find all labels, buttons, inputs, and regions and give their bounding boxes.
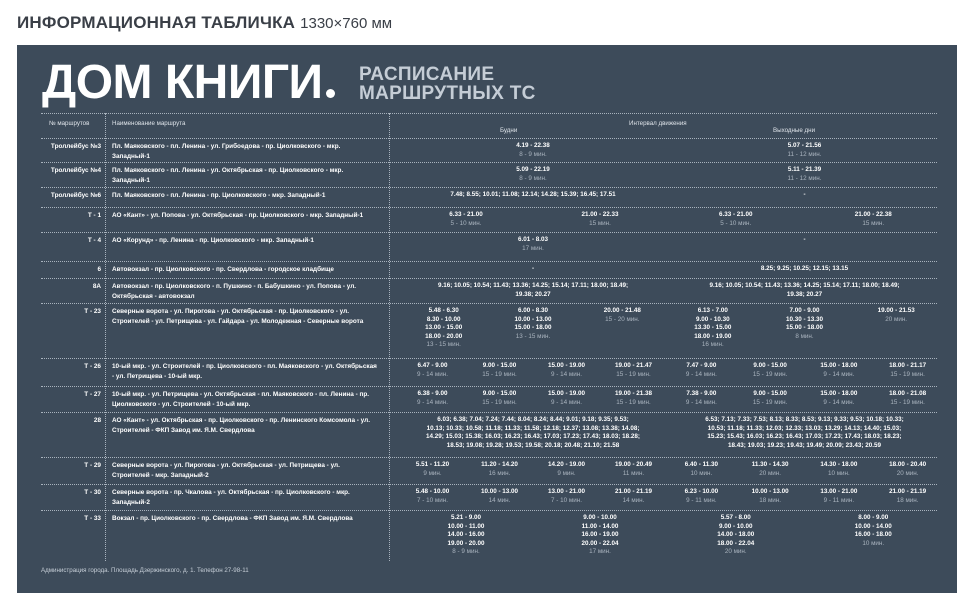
interval-note: 10 мин. [862,539,885,547]
time-range: 9.00 - 10.00 [718,522,753,530]
route-name: Северные ворота - ул. Пирогова - ул. Октябрьская - ул. Петрищева - ул. Строителей - мкр. Западный-2 [112,462,340,479]
interval-note: 15 - 19 мин. [890,398,925,406]
row-divider [41,358,937,359]
interval-note: 15 - 19 мин. [752,398,788,406]
time-range: 11.00 - 14.00 [581,522,619,530]
time-range: 5.09 - 22.19 [516,166,550,173]
time-range: 15.00 - 19.00 [547,362,586,369]
time-range: 10.00 - 14.00 [854,522,892,530]
time-range: 10.00 - 13.00 [514,315,552,323]
header-interval: Интервал движения [629,120,687,127]
time-range: 6.33 - 21.00 [718,211,753,218]
interval-note: 15 - 19 мин. [616,370,651,378]
row-divider [41,138,937,139]
time-range: 9.16; 10.05; 10.54; 11.43; 13.36; 14.25; 15.14; 17.11; 18.00; 18.49; [709,282,900,289]
time-range: 6.13 - 7.00 [697,307,728,314]
time-range: 14.00 - 16.00 [447,531,485,539]
route-name: Северные ворота - пр. Чкалова - ул. Октябрьская - пр. Циолковского - мкр. Западный-2 [112,489,350,506]
time-range: 5.48 - 10.00 [415,488,450,495]
time-range: 10.00 - 11.00 [447,522,485,530]
row-divider [41,232,937,233]
time-range: 11.20 - 14.20 [481,461,518,468]
time-range: 4.19 - 22.38 [516,142,550,149]
time-range: 6.38 - 9.00 [417,390,448,397]
table-row [17,416,957,461]
schedule-cell-weekday [413,191,653,200]
time-range: - [803,236,806,243]
interval-note: 8 - 9 мин. [452,548,480,556]
time-range: 7.00 - 9.00 [789,307,820,314]
time-range: 18.00 - 21.08 [889,390,927,397]
schedule-cell-weekend [753,514,957,548]
time-range: 5.07 - 21.56 [787,142,822,149]
time-range: 9.00 - 15.00 [753,390,787,397]
route-name: Вокзал - пр. Циолковского - пр. Свердлова - ФКП Завод им. Я.М. Свердлова [112,515,353,522]
header-route-name: Наименование маршрута [112,120,186,127]
time-range: 6.03; 6.38; 7.04; 7.24; 7.44; 8.04; 8.24; 8.44; 9.01; 9.18; 9.35; 9.53; [437,416,629,423]
time-range: 21.00 - 21.19 [614,488,653,495]
caption-size: 1330×760 мм [300,15,393,32]
time-range: 21.00 - 21.19 [889,488,927,495]
row-divider [41,412,937,413]
table-row [17,265,957,282]
time-range: 5.11 - 21.39 [787,166,822,173]
brand-dot [326,89,335,98]
schedule-cell-weekend [685,265,925,274]
time-range: 7.48; 8.55; 10.01; 11.08; 12.14; 14.28; 15.39; 16.45; 17.51 [450,191,616,198]
page-caption [17,13,392,33]
time-range: 19.00 - 21.53 [877,307,915,314]
interval-note: 18 мин. [896,496,919,504]
time-range: 6.33 - 21.00 [449,211,483,218]
time-range: 10.00 - 13.00 [480,488,519,495]
time-range: 16.00 - 18.00 [854,531,892,539]
schedule-cell-weekend [788,362,957,379]
time-range: 14.20 - 19.00 [547,461,586,468]
brand-name: ДОМ КНИГИ [42,56,323,109]
schedule-cell-weekend [685,282,925,299]
time-range: 9.16; 10.05; 10.54; 11.43; 13.36; 14.25; 15.14; 17.11; 18.00; 18.49; [437,282,629,289]
interval-note: 15 мин. [862,219,885,227]
route-number: Т - 1 [87,212,101,219]
time-range: 15.00 - 19.00 [547,390,586,397]
time-range: 18.00 - 20.40 [889,461,927,468]
time-range: 20.00 - 22.04 [581,539,619,547]
time-range: - [803,191,806,198]
interval-note: 5 - 10 мин. [720,219,752,227]
time-range: 6.47 - 9.00 [417,362,448,369]
interval-note: 8 мин. [795,332,814,340]
schedule-cell-weekend [685,166,925,183]
time-range: 15.00 - 18.00 [785,324,824,332]
interval-note: 11 мин. [622,469,645,477]
time-range: 20.00 - 21.48 [603,307,641,314]
interval-note: 9 - 14 мин. [417,398,448,406]
time-range: 6.53; 7.13; 7.33; 7.53; 8.13; 8.33; 8.53; 9.13; 9.33; 9.53; 10.18; 10.33; [705,416,904,423]
time-range: 6.23 - 10.00 [684,488,719,495]
interval-note: 5 - 10 мин. [450,219,482,227]
schedule-cell-weekday [413,265,653,274]
time-range: 16.00 - 19.00 [581,531,619,539]
time-range: 6.01 - 8.03 [517,236,549,243]
subtitle-line-1: РАСПИСАНИЕ [359,64,495,85]
time-range: 10.00 - 13.00 [751,488,789,495]
time-range: 19.00 - 21.47 [614,362,653,369]
interval-note: 9 - 14 мин. [685,398,717,406]
interval-note: 20 мин. [724,548,747,556]
time-range: 19.38; 20.27 [786,290,823,298]
time-range: 8.30 - 10.00 [426,315,461,323]
schedule-cell-weekend [685,191,925,200]
time-range: 9.00 - 10.00 [583,514,617,521]
route-number: Т - 27 [84,391,101,398]
time-range: 8.00 - 9.00 [858,514,889,521]
time-range: 19.00 - 21.38 [614,390,653,397]
interval-note: 9 - 14 мин. [823,370,855,378]
footer-contacts: Администрация города. Площадь Дзержинского, д. 1. Телефон 27-98-11 [41,567,249,574]
route-number: Т - 30 [84,489,101,496]
time-range: 19.00 - 20.49 [614,461,653,468]
interval-note: 18 мин. [759,496,782,504]
time-range: 18.43; 19.03; 19.23; 19.43; 19.49; 20.09; 23.43; 20.59 [728,441,881,449]
route-number: Троллейбус №4 [50,167,101,174]
interval-note: 9 - 14 мин. [417,370,448,378]
table-row [17,191,957,211]
route-number: Т - 33 [84,515,101,522]
time-range: 18.00 - 19.00 [694,332,732,340]
time-range: 9.00 - 15.00 [753,362,787,369]
interval-note: 15 - 19 мин. [890,370,925,378]
time-range: 14.30 - 18.00 [820,461,858,468]
route-number: 28 [93,417,101,424]
route-name: Пл. Маяковского - пл. Ленина - ул. Грибоедова - пр. Циолковского - мкр. Западный-1 [112,143,341,160]
route-name: АО «Корунд» - пр. Ленина - пр. Циолковского - мкр. Западный-1 [112,237,314,244]
time-range: 14.29; 15.03; 15.38; 16.03; 16.23; 16.43; 17.03; 17.23; 17.43; 18.03; 18.28; [426,433,640,441]
caption-title: ИНФОРМАЦИОННАЯ ТАБЛИЧКА [17,13,296,32]
route-name: Северные ворота - ул. Пирогова - ул. Октябрьская - пр. Циолковского - ул. Строителей - ул. Петрищева - ул. Гайдара - ул. Молодежная - Северные ворота [112,308,364,325]
interval-note: 11 - 12 мин. [787,150,822,158]
row-divider [41,457,937,458]
subtitle-line-2: МАРШРУТНЫХ ТС [359,83,536,104]
interval-note: 8 - 9 мин. [519,150,547,158]
route-name: 10-ый мкр. - ул. Строителей - пр. Циолковского - пл. Маяковского - ул. Октябрьская - ул. Петрищева - 10-ый мкр. [112,363,377,380]
interval-note: 14 мин. [488,496,511,504]
schedule-cell-weekend [788,390,957,407]
time-range: 18.00 - 20.00 [425,332,463,340]
route-number: Троллейбус №3 [50,143,101,150]
interval-note: 10 мин. [827,469,850,477]
schedule-cell-weekend [753,211,957,228]
header-weekdays: Будни [500,127,518,134]
route-name: Пл. Маяковского - пл. Ленина - ул. Октябрьская - пр. Циолковского - мкр. Западный-1 [112,167,344,184]
interval-note: 9 мин. [423,469,442,477]
route-name: Автовокзал - пр. Циолковского - п. Пушкино - п. Бабушкино - ул. Попова - ул. Октябрьская - автовокзал [112,283,357,300]
time-range: 7.47 - 9.00 [686,362,717,369]
route-number: Т - 29 [84,462,101,469]
row-divider [41,261,937,262]
interval-note: 13 - 15 мин. [515,332,551,340]
header-top-rule [41,113,937,114]
time-range: 10.53; 11.18; 11.33; 12.03; 12.33; 13.03; 13.29; 14.13; 14.40; 15.03; [707,424,902,432]
header-weekends: Выходные дни [773,127,816,134]
interval-note: 15 - 20 мин. [605,315,640,323]
time-range: 21.00 - 22.33 [581,211,619,218]
time-range: 19.38; 20.27 [515,290,551,298]
row-divider [41,484,937,485]
time-range: 21.00 - 22.38 [854,211,892,218]
route-number: Т - 4 [87,237,101,244]
route-number: 8А [92,283,101,290]
schedule-subtitle [359,65,536,103]
interval-note: 8 - 9 мин. [519,174,547,182]
interval-note: 11 - 12 мин. [787,174,822,182]
interval-note: 15 - 19 мин. [482,370,517,378]
time-range: 5.48 - 6.30 [428,307,459,314]
route-number: 6 [97,266,101,273]
interval-note: 15 мин. [589,219,611,227]
interval-note: 20 мин. [896,469,919,477]
time-range: 8.25; 9.25; 10.25; 12.15; 13.15 [760,265,849,272]
brand-logo [42,55,335,111]
interval-note: 7 - 10 мин. [417,496,448,504]
interval-note: 9 - 14 мин. [551,370,582,378]
interval-note: 16 мин. [488,469,511,477]
interval-note: 16 мин. [701,341,724,349]
interval-note: 15 - 19 мин. [616,398,651,406]
schedule-cell-weekend [685,416,925,450]
schedule-sign [17,45,957,593]
time-range: 13.30 - 15.00 [694,324,732,332]
interval-note: 14 мин. [622,496,645,504]
time-range: 18.00 - 21.17 [889,362,927,369]
interval-note: 9 - 11 мин. [686,496,717,504]
route-name: 10-ый мкр. - ул. Петрищева - ул. Октябрьская - пл. Маяковского - пл. Ленина - пр. Циолковского - ул. Строителей - 10-ый мкр. [112,391,370,408]
route-name: Автовокзал - пр. Циолковского - пр. Свердлова - городское кладбище [112,266,334,273]
time-range: 15.23; 15.43; 16.03; 16.23; 16.43; 17.03; 17.23; 17.43; 18.03; 18.23; [707,433,902,441]
time-range: 18.00 - 22.04 [717,539,755,547]
schedule-cell-weekend [776,307,957,324]
time-range: 14.00 - 18.00 [717,531,755,539]
time-range: 19.00 - 20.00 [447,539,485,547]
time-range: 5.51 - 11.20 [415,461,450,468]
time-range: 15.00 - 18.00 [514,324,552,332]
time-range: 6.00 - 8.30 [517,307,549,314]
interval-note: 17 мин. [522,244,544,252]
interval-note: 17 мин. [589,548,611,556]
time-range: - [531,265,535,272]
row-divider [41,162,937,163]
time-range: 6.40 - 11.30 [684,461,718,468]
schedule-cell-weekend [788,461,957,478]
time-range: 15.00 - 18.00 [820,390,858,397]
row-divider [41,386,937,387]
time-range: 5.57 - 8.00 [720,514,751,521]
interval-note: 10 мин. [690,469,713,477]
interval-note: 9 - 14 мин. [685,370,717,378]
time-range: 9.00 - 10.30 [696,315,730,323]
interval-note: 9 - 14 мин. [823,398,855,406]
route-name: Пл. Маяковского - пл. Ленина - пр. Циолковского - мкр. Западный-1 [112,192,326,199]
schedule-cell-weekday [413,416,653,450]
interval-note: 7 - 10 мин. [551,496,582,504]
interval-note: 15 - 19 мин. [482,398,517,406]
table-row [17,514,957,561]
time-range: 10.13; 10.33; 10.58; 11.18; 11.33; 11.58; 12.18; 12.37; 13.08; 13.38; 14.08; [426,424,640,432]
row-divider [41,303,937,304]
schedule-cell-weekday [413,282,653,299]
schedule-cell-weekend [685,142,925,159]
table-row [17,307,957,362]
schedule-cell-weekday [413,166,653,183]
time-range: 10.30 - 13.30 [785,315,824,323]
schedule-cell-weekend [685,236,925,245]
route-name: АО «Кант» - ул. Попова - ул. Октябрьская - пр. Циолковского - мкр. Западный-1 [112,212,364,219]
interval-note: 13 - 15 мин. [426,341,461,349]
route-number: Троллейбус №6 [50,192,101,199]
time-range: 15.00 - 18.00 [820,362,858,369]
schedule-cell-weekday [413,236,653,253]
row-divider [41,207,937,208]
time-range: 9.00 - 15.00 [482,362,517,369]
time-range: 5.21 - 9.00 [450,514,482,521]
row-divider [41,187,937,188]
interval-note: 20 мин. [759,469,782,477]
time-range: 13.00 - 21.00 [820,488,858,495]
time-range: 13.00 - 15.00 [425,324,463,332]
route-name: АО «Кант» - ул. Октябрьская - пр. Циолковского - пр. Ленинского Комсомола - ул. Строителей - ФКП Завод им. Я.М. Свердлова [112,417,370,434]
route-number: Т - 23 [84,308,101,315]
route-number: Т - 26 [84,363,101,370]
schedule-cell-weekday [413,142,653,159]
interval-note: 9 - 11 мин. [823,496,855,504]
time-range: 9.00 - 15.00 [482,390,517,397]
interval-note: 20 мин. [885,315,908,323]
time-range: 7.38 - 9.00 [686,390,717,397]
time-range: 11.30 - 14.30 [751,461,789,468]
schedule-cell-weekend [788,488,957,505]
interval-note: 15 - 19 мин. [752,370,788,378]
interval-note: 9 - 14 мин. [551,398,582,406]
time-range: 18.53; 19.08; 19.28; 19.53; 19.58; 20.18; 20.48; 21.10; 21.58 [446,441,620,449]
time-range: 13.00 - 21.00 [547,488,586,495]
row-divider [41,278,937,279]
header-route-num: № маршрутов [49,120,90,127]
row-divider [41,510,937,511]
interval-note: 9 мин. [557,469,576,477]
